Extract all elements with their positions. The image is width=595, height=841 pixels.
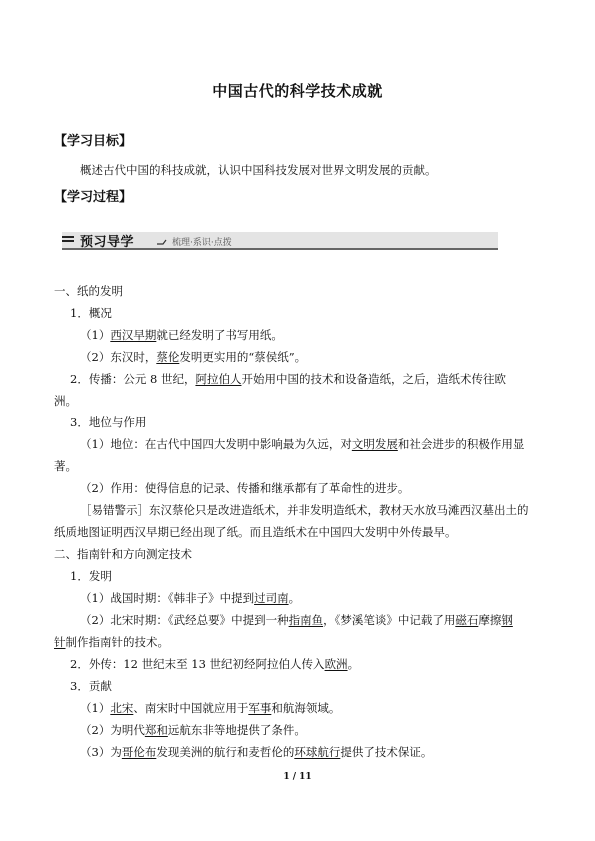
preview-banner [62, 222, 498, 254]
banner-bars-icon [62, 236, 74, 244]
goal-text: 概述古代中国的科技成就，认识中国科技发展对世界文明发展的贡献。 [80, 163, 437, 177]
banner-arrow-icon [157, 236, 167, 246]
text-line: 洲。 [54, 394, 77, 408]
banner-subtitle: 梳理·系识·点拨 [172, 238, 232, 248]
page-title: 中国古代的科学技术成就 [212, 82, 383, 100]
text-line: （1）北宋、南宋时中国就应用于军事和航海领域。 [80, 701, 341, 715]
subheading-overview: 1．概况 [70, 306, 112, 320]
subheading-invention: 1．发明 [70, 569, 112, 583]
warning-line: 纸质地图证明西汉早期已经出现了纸。而且造纸术在中国四大发明中外传最早。 [54, 525, 457, 539]
text-line: （2）北宋时期：《武经总要》中提到一种指南鱼，《梦溪笔谈》中记载了用磁石摩擦钢 [80, 613, 513, 627]
section-heading-goal: 【学习目标】 [54, 134, 133, 149]
text-line: 2．传播：公元 8 世纪，阿拉伯人开始用中国的技术和设备造纸，之后，造纸术传往欧 [70, 372, 506, 386]
text-line: （2）作用：使得信息的记录、传播和继承都有了革命性的进步。 [80, 481, 410, 495]
subheading-contribution: 3．贡献 [70, 679, 112, 693]
subheading-status: 3．地位与作用 [70, 415, 147, 429]
text-line: 针制作指南针的技术。 [54, 635, 169, 649]
text-line: （2）为明代郑和远航东非等地提供了条件。 [80, 723, 306, 737]
page-number: 1 / 11 [283, 772, 312, 782]
text-line: （3）为哥伦布发现美洲的航行和麦哲伦的环球航行提供了技术保证。 [80, 745, 433, 759]
text-line: （2）东汉时，蔡伦发明更实用的“蔡侯纸”。 [80, 350, 307, 364]
text-line: 著。 [54, 459, 77, 473]
text-line: （1）地位：在古代中国四大发明中影响最为久远，对文明发展和社会进步的积极作用显 [80, 437, 525, 451]
section-heading-process: 【学习过程】 [54, 190, 133, 205]
banner-title: 预习导学 [80, 235, 135, 250]
text-line: （1）西汉早期就已经发明了书写用纸。 [80, 328, 283, 342]
text-line: （1）战国时期：《韩非子》中提到过司南。 [80, 591, 301, 605]
heading-compass: 二、指南针和方向测定技术 [54, 547, 192, 561]
heading-paper: 一、纸的发明 [54, 284, 123, 298]
text-line: 2．外传：12 世纪末至 13 世纪初经阿拉伯人传入欧洲。 [70, 657, 360, 671]
warning-line: ［易错警示］东汉蔡伦只是改进造纸术，并非发明造纸术，教材天水放马滩西汉墓出土的 [80, 503, 529, 517]
